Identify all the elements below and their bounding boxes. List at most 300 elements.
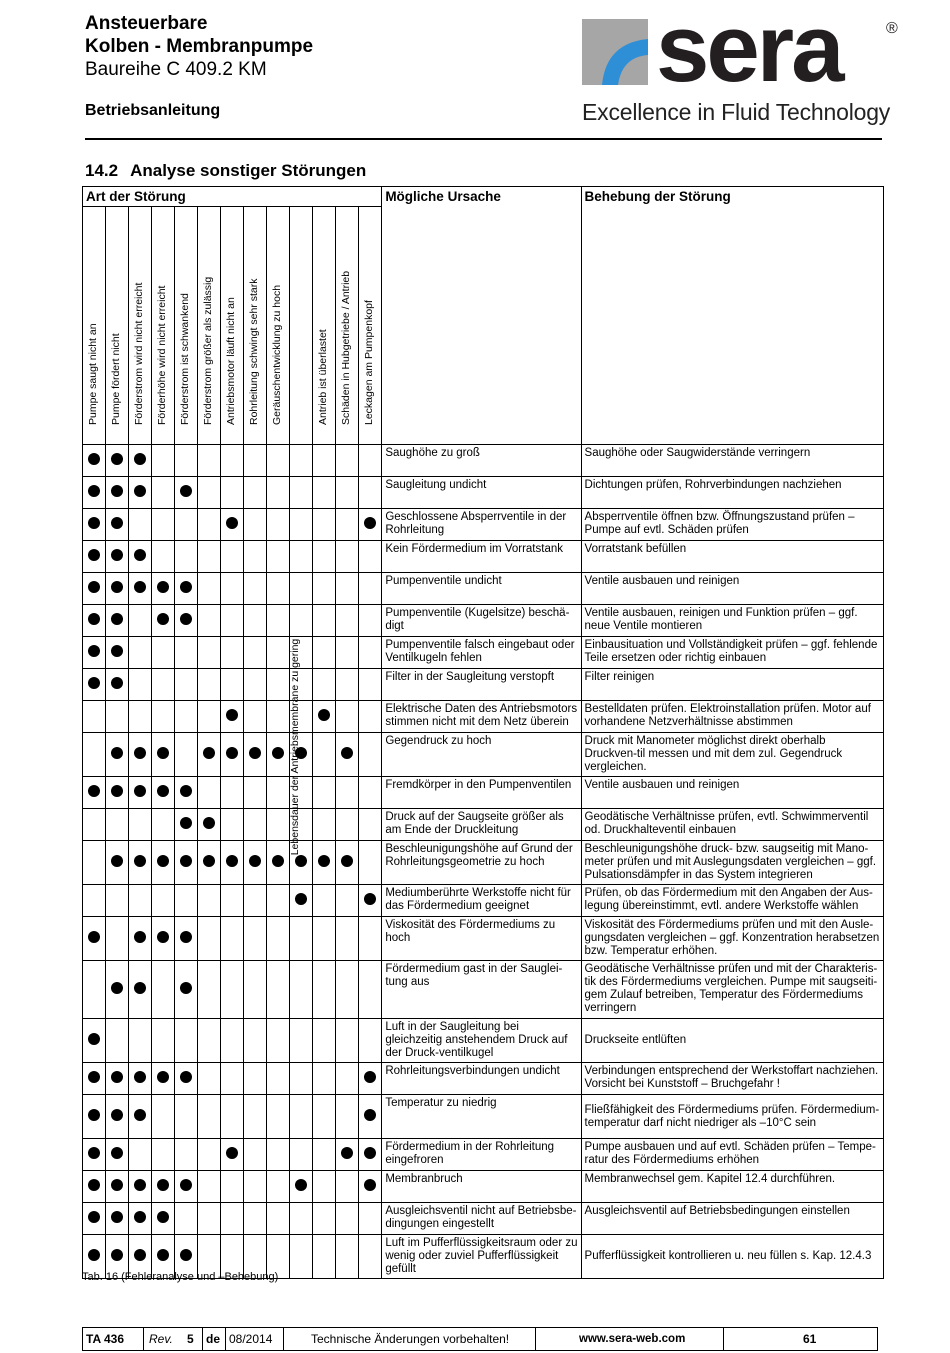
- applies-dot-icon: [134, 1109, 146, 1121]
- fault-mark-cell: [106, 605, 129, 637]
- fault-mark-cell: [359, 733, 382, 777]
- fault-mark-cell: [129, 1203, 152, 1235]
- fix-cell: Viskosität des Fördermediums prüfen und mit den Ausle-gungsdaten vergleichen – ggf. Konzentration herabsetzen bzw. Temperatur erhöhen.: [581, 917, 883, 961]
- table-caption: Tab. 16 (Fehleranalyse und –Behebung): [82, 1271, 279, 1283]
- fault-mark-cell: [198, 885, 221, 917]
- applies-dot-icon: [134, 453, 146, 465]
- fault-mark-cell: [175, 1019, 198, 1063]
- table-row: [83, 1063, 884, 1095]
- fault-mark-cell: [198, 733, 221, 777]
- applies-dot-icon: [180, 485, 192, 497]
- applies-dot-icon: [88, 1033, 100, 1045]
- fault-mark-cell: [106, 841, 129, 885]
- fault-mark-cell: [152, 961, 175, 1019]
- applies-dot-icon: [134, 855, 146, 867]
- fault-mark-cell: [336, 885, 359, 917]
- fault-mark-cell: [313, 777, 336, 809]
- fault-mark-cell: [175, 669, 198, 701]
- fault-type-header-cell: [198, 207, 221, 445]
- fault-mark-cell: [106, 1171, 129, 1203]
- fault-mark-cell: [221, 605, 244, 637]
- fault-mark-cell: [83, 637, 106, 669]
- applies-dot-icon: [157, 1071, 169, 1083]
- applies-dot-icon: [180, 982, 192, 994]
- applies-dot-icon: [111, 1249, 123, 1261]
- fault-mark-cell: [83, 1203, 106, 1235]
- fault-mark-cell: [313, 841, 336, 885]
- applies-dot-icon: [318, 709, 330, 721]
- fault-mark-cell: [336, 961, 359, 1019]
- applies-dot-icon: [364, 1109, 376, 1121]
- fault-mark-cell: [198, 841, 221, 885]
- applies-dot-icon: [88, 1249, 100, 1261]
- applies-dot-icon: [180, 931, 192, 943]
- fault-mark-cell: [129, 1171, 152, 1203]
- fault-mark-cell: [244, 809, 267, 841]
- fault-mark-cell: [221, 1095, 244, 1139]
- fault-mark-cell: [129, 1139, 152, 1171]
- fault-mark-cell: [198, 605, 221, 637]
- fault-mark-cell: [359, 541, 382, 573]
- fault-mark-cell: [221, 961, 244, 1019]
- fault-mark-cell: [359, 1171, 382, 1203]
- fault-mark-cell: [175, 701, 198, 733]
- table-row: [83, 809, 884, 841]
- cause-cell: Ausgleichsventil nicht auf Betriebsbe-dingungen eingestellt: [382, 1203, 581, 1235]
- fault-mark-cell: [313, 961, 336, 1019]
- fault-mark-cell: [83, 777, 106, 809]
- fault-mark-cell: [106, 573, 129, 605]
- cause-cell: Fördermedium in der Rohrleitung eingefroren: [382, 1139, 581, 1171]
- fault-mark-cell: [83, 1171, 106, 1203]
- fault-mark-cell: [290, 1203, 313, 1235]
- cause-cell: Viskosität des Fördermediums zu hoch: [382, 917, 581, 961]
- fault-mark-cell: [290, 573, 313, 605]
- fault-mark-cell: [106, 777, 129, 809]
- applies-dot-icon: [180, 1179, 192, 1191]
- applies-dot-icon: [88, 485, 100, 497]
- footer-divider: [535, 1328, 536, 1350]
- fault-mark-cell: [244, 733, 267, 777]
- fault-mark-cell: [175, 885, 198, 917]
- fault-mark-cell: [175, 733, 198, 777]
- document-type: Betriebsanleitung: [85, 102, 221, 119]
- fault-mark-cell: [313, 1171, 336, 1203]
- fault-mark-cell: [198, 445, 221, 477]
- fault-mark-cell: [106, 1203, 129, 1235]
- fault-mark-cell: [244, 1139, 267, 1171]
- fault-type-header-cell: [152, 207, 175, 445]
- applies-dot-icon: [88, 613, 100, 625]
- fault-mark-cell: [267, 961, 290, 1019]
- applies-dot-icon: [111, 581, 123, 593]
- fix-cell: Absperrventile öffnen bzw. Öffnungszustand prüfen – Pumpe auf evtl. Schäden prüfen: [581, 509, 883, 541]
- fault-type-header-cell: [106, 207, 129, 445]
- applies-dot-icon: [157, 581, 169, 593]
- table-row: [83, 477, 884, 509]
- fault-mark-cell: [290, 445, 313, 477]
- fault-mark-cell: [267, 733, 290, 777]
- fault-mark-cell: [129, 1063, 152, 1095]
- applies-dot-icon: [249, 747, 261, 759]
- fault-mark-cell: [290, 1171, 313, 1203]
- fault-mark-cell: [83, 477, 106, 509]
- fault-mark-cell: [313, 509, 336, 541]
- fault-mark-cell: [336, 509, 359, 541]
- fault-mark-cell: [244, 841, 267, 885]
- fault-mark-cell: [221, 1139, 244, 1171]
- fault-mark-cell: [152, 605, 175, 637]
- applies-dot-icon: [180, 613, 192, 625]
- table-row: [83, 777, 884, 809]
- fault-type-header-cell: [175, 207, 198, 445]
- fault-type-header-cell: [289, 207, 313, 855]
- fault-mark-cell: [175, 961, 198, 1019]
- fault-mark-cell: [221, 669, 244, 701]
- applies-dot-icon: [226, 709, 238, 721]
- table-row: [83, 541, 884, 573]
- fault-mark-cell: [106, 477, 129, 509]
- fault-mark-cell: [336, 573, 359, 605]
- applies-dot-icon: [295, 1179, 307, 1191]
- fault-type-label: Pumpe saugt nicht an: [87, 323, 99, 425]
- fault-mark-cell: [221, 573, 244, 605]
- fault-mark-cell: [129, 809, 152, 841]
- applies-dot-icon: [111, 517, 123, 529]
- footer-page-number: 61: [803, 1332, 817, 1346]
- fault-type-header-cell: [83, 207, 106, 445]
- fault-mark-cell: [221, 841, 244, 885]
- footer-ta-number: TA 436: [86, 1332, 125, 1346]
- fault-mark-cell: [359, 1019, 382, 1063]
- fault-mark-cell: [198, 1171, 221, 1203]
- fault-mark-cell: [313, 573, 336, 605]
- fault-mark-cell: [152, 701, 175, 733]
- fault-mark-cell: [221, 509, 244, 541]
- logo-wordmark: sera: [656, 13, 842, 102]
- fault-mark-cell: [313, 669, 336, 701]
- footer-divider: [723, 1328, 724, 1350]
- fault-mark-cell: [313, 1203, 336, 1235]
- fault-mark-cell: [244, 885, 267, 917]
- fault-mark-cell: [83, 809, 106, 841]
- fault-type-label: Förderstrom ist schwankend: [179, 293, 192, 425]
- fault-mark-cell: [175, 1139, 198, 1171]
- table-row: [83, 917, 884, 961]
- applies-dot-icon: [88, 549, 100, 561]
- applies-dot-icon: [249, 855, 261, 867]
- fault-mark-cell: [83, 701, 106, 733]
- fault-type-header-cell: [244, 207, 267, 445]
- fault-type-label: Geräuschentwicklung zu hoch: [271, 284, 284, 425]
- section-heading: [85, 161, 378, 181]
- fault-mark-cell: [221, 885, 244, 917]
- fault-mark-cell: [198, 541, 221, 573]
- fault-mark-cell: [221, 445, 244, 477]
- cause-cell: Mediumberührte Werkstoffe nicht für das Fördermedium geeignet: [382, 885, 581, 917]
- fault-mark-cell: [359, 1235, 382, 1279]
- table-row: [83, 573, 884, 605]
- fault-mark-cell: [359, 445, 382, 477]
- fault-mark-cell: [106, 733, 129, 777]
- cause-cell: Pumpenventile (Kugelsitze) beschä-digt: [382, 605, 581, 637]
- fault-mark-cell: [244, 777, 267, 809]
- fault-mark-cell: [198, 917, 221, 961]
- fault-mark-cell: [313, 917, 336, 961]
- fault-mark-cell: [267, 885, 290, 917]
- fault-mark-cell: [129, 961, 152, 1019]
- fault-mark-cell: [359, 1063, 382, 1095]
- applies-dot-icon: [180, 785, 192, 797]
- fault-mark-cell: [336, 1171, 359, 1203]
- fault-mark-cell: [267, 1095, 290, 1139]
- fault-mark-cell: [244, 1203, 267, 1235]
- applies-dot-icon: [134, 549, 146, 561]
- fault-mark-cell: [198, 1063, 221, 1095]
- applies-dot-icon: [157, 747, 169, 759]
- fault-mark-cell: [175, 573, 198, 605]
- footer-note: Technische Änderungen vorbehalten!: [311, 1332, 510, 1346]
- fault-mark-cell: [152, 445, 175, 477]
- fault-mark-cell: [198, 701, 221, 733]
- applies-dot-icon: [111, 1147, 123, 1159]
- fault-mark-cell: [267, 1171, 290, 1203]
- fault-mark-cell: [129, 669, 152, 701]
- fault-mark-cell: [313, 809, 336, 841]
- footer-divider: [202, 1328, 203, 1350]
- fault-mark-cell: [313, 701, 336, 733]
- fault-mark-cell: [336, 917, 359, 961]
- fault-mark-cell: [267, 669, 290, 701]
- page-footer: [82, 1327, 878, 1351]
- table-row: [83, 669, 884, 701]
- fault-mark-cell: [129, 573, 152, 605]
- fault-mark-cell: [152, 637, 175, 669]
- fault-mark-cell: [244, 1095, 267, 1139]
- fault-mark-cell: [198, 573, 221, 605]
- table-row: [83, 637, 884, 669]
- fault-mark-cell: [175, 541, 198, 573]
- fault-mark-cell: [83, 961, 106, 1019]
- fix-cell: Dichtungen prüfen, Rohrverbindungen nachziehen: [581, 477, 883, 509]
- fault-mark-cell: [106, 885, 129, 917]
- applies-dot-icon: [157, 931, 169, 943]
- fault-mark-cell: [313, 477, 336, 509]
- footer-date: 08/2014: [229, 1332, 273, 1346]
- fault-mark-cell: [129, 1095, 152, 1139]
- applies-dot-icon: [111, 1109, 123, 1121]
- applies-dot-icon: [226, 747, 238, 759]
- fault-mark-cell: [198, 669, 221, 701]
- fault-mark-cell: [83, 1139, 106, 1171]
- fault-mark-cell: [313, 1095, 336, 1139]
- fault-mark-cell: [83, 1019, 106, 1063]
- fix-cell: Fließfähigkeit des Fördermediums prüfen. Fördermedium-temperatur darf nicht niedriger als –10°C sein: [581, 1095, 883, 1139]
- logo-tagline: Excellence in Fluid Technology: [582, 99, 891, 125]
- title-line-1: Ansteuerbare: [85, 13, 208, 34]
- applies-dot-icon: [157, 1179, 169, 1191]
- applies-dot-icon: [111, 613, 123, 625]
- fault-mark-cell: [359, 885, 382, 917]
- footer-website: www.sera-web.com: [579, 1333, 686, 1345]
- fault-mark-cell: [290, 885, 313, 917]
- fault-mark-cell: [313, 1019, 336, 1063]
- fault-mark-cell: [336, 605, 359, 637]
- fault-mark-cell: [106, 637, 129, 669]
- applies-dot-icon: [88, 517, 100, 529]
- fault-mark-cell: [83, 1095, 106, 1139]
- fault-type-label: Förderstrom wird nicht erreicht: [133, 282, 146, 425]
- fault-mark-cell: [267, 1139, 290, 1171]
- table-row: [83, 509, 884, 541]
- applies-dot-icon: [272, 747, 284, 759]
- applies-dot-icon: [203, 855, 215, 867]
- fault-mark-cell: [336, 701, 359, 733]
- fault-type-label: Lebensdauer der Antriebsmembrane zu gering: [289, 638, 302, 855]
- fix-cell: Pumpe ausbauen und auf evtl. Schäden prüfen – Tempe-ratur des Fördermediums erhöhen: [581, 1139, 883, 1171]
- cause-cell: Pumpenventile undicht: [382, 573, 581, 605]
- fault-type-label: Förderhöhe wird nicht erreicht: [156, 285, 169, 425]
- table-row: [83, 733, 884, 777]
- fault-mark-cell: [313, 445, 336, 477]
- fault-mark-cell: [221, 701, 244, 733]
- applies-dot-icon: [341, 747, 353, 759]
- fault-mark-cell: [129, 733, 152, 777]
- fault-mark-cell: [336, 1019, 359, 1063]
- table-row: [83, 605, 884, 637]
- fault-mark-cell: [175, 1171, 198, 1203]
- applies-dot-icon: [111, 677, 123, 689]
- fault-mark-cell: [359, 809, 382, 841]
- fault-mark-cell: [267, 477, 290, 509]
- fault-mark-cell: [83, 573, 106, 605]
- fault-mark-cell: [198, 509, 221, 541]
- fault-mark-cell: [152, 841, 175, 885]
- fault-mark-cell: [129, 541, 152, 573]
- fault-mark-cell: [152, 1203, 175, 1235]
- fault-mark-cell: [244, 509, 267, 541]
- fault-mark-cell: [152, 917, 175, 961]
- applies-dot-icon: [226, 517, 238, 529]
- fault-mark-cell: [336, 445, 359, 477]
- fault-mark-cell: [198, 1019, 221, 1063]
- applies-dot-icon: [88, 1211, 100, 1223]
- footer-divider: [225, 1328, 226, 1350]
- fault-mark-cell: [290, 477, 313, 509]
- fault-mark-cell: [359, 917, 382, 961]
- fault-mark-cell: [336, 809, 359, 841]
- cause-cell: Druck auf der Saugseite größer als am Ende der Druckleitung: [382, 809, 581, 841]
- applies-dot-icon: [134, 581, 146, 593]
- applies-dot-icon: [111, 855, 123, 867]
- fault-mark-cell: [175, 1095, 198, 1139]
- fix-cell: Membranwechsel gem. Kapitel 12.4 durchführen.: [581, 1171, 883, 1203]
- applies-dot-icon: [88, 1179, 100, 1191]
- fault-mark-cell: [106, 445, 129, 477]
- applies-dot-icon: [111, 645, 123, 657]
- fault-mark-cell: [221, 733, 244, 777]
- fault-mark-cell: [198, 637, 221, 669]
- fault-mark-cell: [244, 917, 267, 961]
- fault-mark-cell: [175, 1063, 198, 1095]
- fault-mark-cell: [129, 777, 152, 809]
- applies-dot-icon: [88, 453, 100, 465]
- fault-mark-cell: [290, 1139, 313, 1171]
- fault-mark-cell: [83, 541, 106, 573]
- fault-mark-cell: [106, 541, 129, 573]
- fault-mark-cell: [83, 1063, 106, 1095]
- cause-cell: Pumpenventile falsch eingebaut oder Ventilkugeln fehlen: [382, 637, 581, 669]
- fault-mark-cell: [290, 541, 313, 573]
- fault-mark-cell: [267, 917, 290, 961]
- fault-mark-cell: [106, 809, 129, 841]
- fault-mark-cell: [267, 509, 290, 541]
- fault-mark-cell: [244, 637, 267, 669]
- fault-mark-cell: [244, 541, 267, 573]
- fault-mark-cell: [359, 477, 382, 509]
- fault-mark-cell: [198, 477, 221, 509]
- fault-mark-cell: [129, 841, 152, 885]
- fault-mark-cell: [267, 1203, 290, 1235]
- fault-mark-cell: [267, 573, 290, 605]
- applies-dot-icon: [180, 855, 192, 867]
- fault-mark-cell: [290, 1095, 313, 1139]
- fault-mark-cell: [244, 961, 267, 1019]
- fault-mark-cell: [267, 445, 290, 477]
- fault-mark-cell: [106, 1095, 129, 1139]
- fault-mark-cell: [175, 1203, 198, 1235]
- footer-divider: [283, 1328, 284, 1350]
- fault-type-label: Antriebsmotor läuft nicht an: [225, 297, 238, 425]
- fault-mark-cell: [336, 669, 359, 701]
- fix-cell: Einbausituation und Vollständigkeit prüfen – ggf. fehlende Teile ersetzen oder richtig einbauen: [581, 637, 883, 669]
- fault-mark-cell: [175, 509, 198, 541]
- fault-mark-cell: [267, 701, 290, 733]
- fault-mark-cell: [359, 1203, 382, 1235]
- cause-cell: Luft im Pufferflüssigkeitsraum oder zu wenig oder zuviel Pufferflüssigkeit gefüllt: [382, 1235, 581, 1279]
- fault-mark-cell: [175, 777, 198, 809]
- fault-mark-cell: [359, 573, 382, 605]
- fault-type-header-cell: [221, 207, 244, 445]
- fault-mark-cell: [198, 961, 221, 1019]
- fix-cell: Pufferflüssigkeit kontrollieren u. neu füllen s. Kap. 12.4.3: [581, 1235, 883, 1279]
- fault-mark-cell: [152, 573, 175, 605]
- table-row: [83, 885, 884, 917]
- fault-mark-cell: [359, 637, 382, 669]
- fault-mark-cell: [290, 605, 313, 637]
- fault-mark-cell: [359, 1095, 382, 1139]
- fault-mark-cell: [267, 841, 290, 885]
- applies-dot-icon: [88, 931, 100, 943]
- applies-dot-icon: [111, 747, 123, 759]
- fault-mark-cell: [267, 809, 290, 841]
- fault-mark-cell: [152, 809, 175, 841]
- fault-type-label: Förderstrom größer als zulässig: [202, 276, 215, 425]
- applies-dot-icon: [157, 1211, 169, 1223]
- fault-type-header-cell: [267, 207, 290, 445]
- fault-mark-cell: [336, 777, 359, 809]
- fault-mark-cell: [313, 733, 336, 777]
- applies-dot-icon: [88, 1147, 100, 1159]
- fault-mark-cell: [313, 605, 336, 637]
- fault-mark-cell: [336, 733, 359, 777]
- fault-mark-cell: [290, 509, 313, 541]
- table-row: [83, 701, 884, 733]
- fault-mark-cell: [175, 841, 198, 885]
- applies-dot-icon: [180, 581, 192, 593]
- table-row: [83, 841, 884, 885]
- applies-dot-icon: [203, 747, 215, 759]
